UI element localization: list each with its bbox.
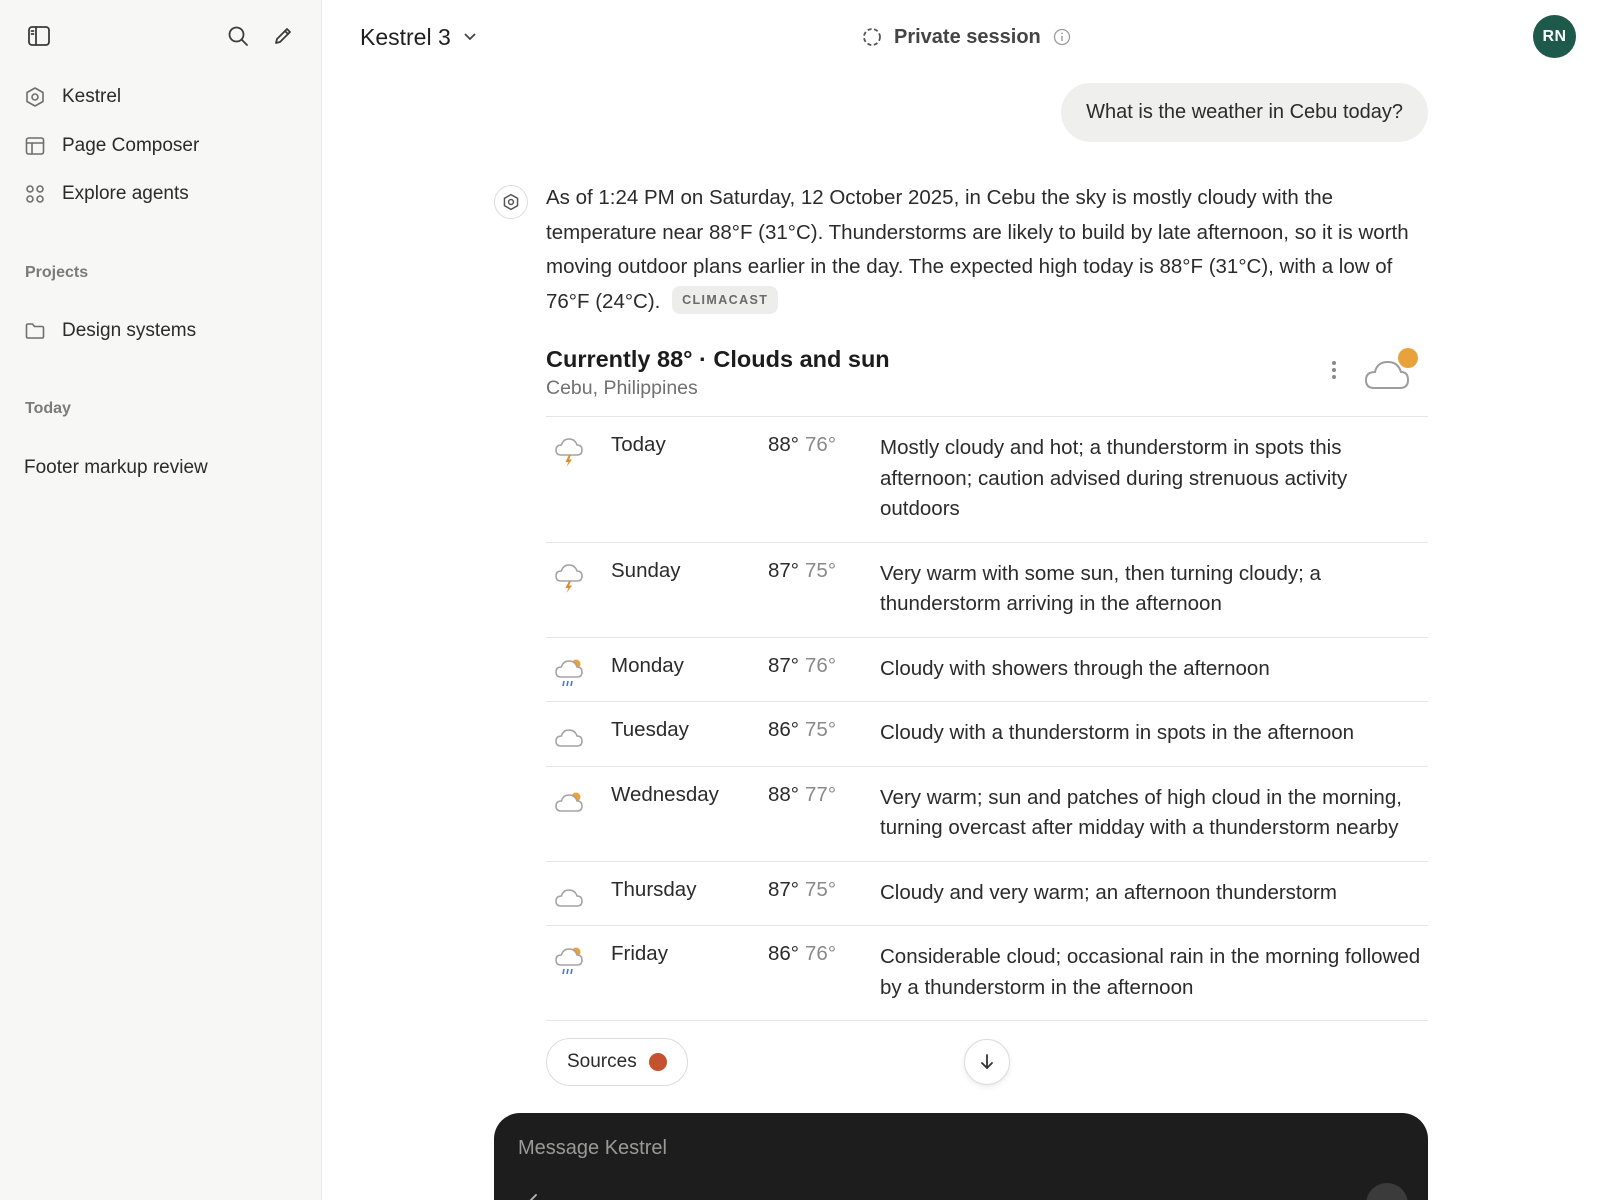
forecast-low: 76° xyxy=(805,433,837,456)
forecast-row xyxy=(546,637,1428,702)
forecast-high: 86° xyxy=(768,718,800,741)
forecast-temps xyxy=(768,559,836,583)
more-options-icon[interactable] xyxy=(1322,356,1346,384)
info-icon[interactable] xyxy=(1053,28,1071,46)
private-session-indicator xyxy=(862,22,1071,52)
thunderstorm-icon xyxy=(554,561,584,595)
forecast-temps xyxy=(768,878,836,902)
assistant-answer xyxy=(546,181,1426,319)
forecast-row xyxy=(546,925,1428,1021)
chevron-down-icon xyxy=(463,32,477,42)
partly-cloudy-icon xyxy=(554,785,584,819)
sidebar-item-kestrel[interactable] xyxy=(24,79,121,115)
sidebar-item-explore-agents[interactable] xyxy=(24,176,189,212)
forecast-description: Cloudy with a thunderstorm in spots in the afternoon xyxy=(880,721,1355,744)
forecast-description: Very warm with some sun, then turning cloudy; a thunderstorm arriving in the afternoon xyxy=(880,561,1321,615)
model-selector[interactable] xyxy=(360,20,477,54)
forecast-low: 75° xyxy=(805,877,837,901)
private-session-label: Private session xyxy=(894,25,1041,48)
source-favicon-icon xyxy=(649,1053,667,1071)
sidebar-item-label: Kestrel xyxy=(62,86,122,107)
arrow-down-icon xyxy=(979,1053,995,1071)
forecast-description: Cloudy and very warm; an afternoon thunderstorm xyxy=(880,880,1337,904)
forecast-row xyxy=(546,701,1428,766)
forecast-day: Tuesday xyxy=(611,718,689,741)
forecast-low: 75° xyxy=(805,718,837,741)
forecast-temps xyxy=(768,783,836,807)
forecast-low: 75° xyxy=(805,558,837,582)
partly-cloudy-icon xyxy=(1364,346,1424,392)
sidebar-item-label: Design systems xyxy=(62,320,197,341)
source-chip[interactable]: CLIMACAST xyxy=(672,286,778,314)
forecast-row xyxy=(546,861,1428,926)
private-session-icon xyxy=(862,27,882,47)
forecast-day: Wednesday xyxy=(611,782,719,806)
folder-icon xyxy=(24,320,46,342)
forecast-high: 88° xyxy=(768,433,800,456)
forecast-row xyxy=(546,416,1428,542)
forecast-high: 86° xyxy=(768,942,800,965)
message-input[interactable] xyxy=(518,1131,1338,1165)
attach-icon[interactable] xyxy=(518,1185,542,1200)
forecast-description: Mostly cloudy and hot; a thunderstorm in spots this afternoon; caution advised during strenuous activity outdoors xyxy=(880,436,1348,520)
forecast-high: 87° xyxy=(768,558,800,582)
scroll-down-button[interactable] xyxy=(964,1039,1010,1085)
showers-icon xyxy=(554,944,584,978)
sources-button[interactable] xyxy=(546,1038,688,1086)
sidebar-item-page-composer[interactable] xyxy=(24,128,199,164)
forecast-low: 76° xyxy=(805,942,837,965)
forecast-description: Very warm; sun and patches of high cloud in the morning, turning overcast after midday with a thunderstorm nearby xyxy=(880,785,1402,839)
showers-icon xyxy=(554,656,584,690)
sources-label: Sources xyxy=(567,1051,637,1072)
weather-location: Cebu, Philippines xyxy=(546,377,698,399)
search-icon[interactable] xyxy=(222,20,254,52)
forecast-low: 76° xyxy=(805,653,837,677)
cloud-icon xyxy=(554,880,584,914)
forecast-day: Friday xyxy=(611,942,668,965)
answer-text: As of 1:24 PM on Saturday, 12 October 2025, in Cebu the sky is mostly cloudy with the temperature near 88°F (31°C). Thunderstorms are likely to build by late afternoon, so it is worth moving outdoor plans earlier in the day. The expected high today is 88°F (31°C), with a low of 76°F (24°C). xyxy=(546,186,1409,313)
assistant-avatar-icon xyxy=(494,185,528,219)
projects-heading: Projects xyxy=(25,264,89,281)
forecast-high: 88° xyxy=(768,782,800,806)
today-heading: Today xyxy=(25,400,71,417)
chat-history-item[interactable]: Footer markup review xyxy=(24,457,208,478)
weather-title: Currently 88° · Clouds and sun xyxy=(546,346,890,372)
forecast-description: Cloudy with showers through the afternoon xyxy=(880,656,1270,680)
forecast-row xyxy=(546,542,1428,637)
forecast-temps xyxy=(768,433,836,457)
forecast-high: 87° xyxy=(768,877,800,901)
kestrel-logo-icon xyxy=(24,86,46,108)
forecast-temps xyxy=(768,718,836,742)
forecast-low: 77° xyxy=(805,782,837,806)
message-composer xyxy=(494,1113,1428,1200)
forecast-high: 87° xyxy=(768,653,800,677)
forecast-day: Thursday xyxy=(611,877,697,901)
forecast-day: Sunday xyxy=(611,558,681,582)
sidebar-item-label: Page Composer xyxy=(62,135,200,156)
avatar[interactable]: RN xyxy=(1533,15,1576,58)
forecast-temps xyxy=(768,942,836,966)
forecast-row xyxy=(546,766,1428,861)
forecast-table xyxy=(546,416,1428,1021)
toggle-sidebar-icon[interactable] xyxy=(23,20,55,52)
send-button[interactable] xyxy=(1366,1183,1408,1200)
forecast-description: Considerable cloud; occasional rain in the morning followed by a thunderstorm in the afternoon xyxy=(880,945,1421,999)
cloud-icon xyxy=(554,720,584,754)
sidebar xyxy=(0,0,322,1200)
layout-icon xyxy=(24,135,46,157)
grid-icon xyxy=(24,183,46,205)
new-chat-icon[interactable] xyxy=(267,20,299,52)
forecast-day: Monday xyxy=(611,653,684,677)
forecast-temps xyxy=(768,654,836,678)
user-message: What is the weather in Cebu today? xyxy=(1061,83,1428,142)
model-name: Kestrel 3 xyxy=(360,23,451,50)
forecast-day: Today xyxy=(611,433,666,456)
sidebar-item-label: Explore agents xyxy=(62,183,189,204)
sidebar-item-design-systems[interactable] xyxy=(24,313,196,349)
thunderstorm-icon xyxy=(554,435,584,469)
